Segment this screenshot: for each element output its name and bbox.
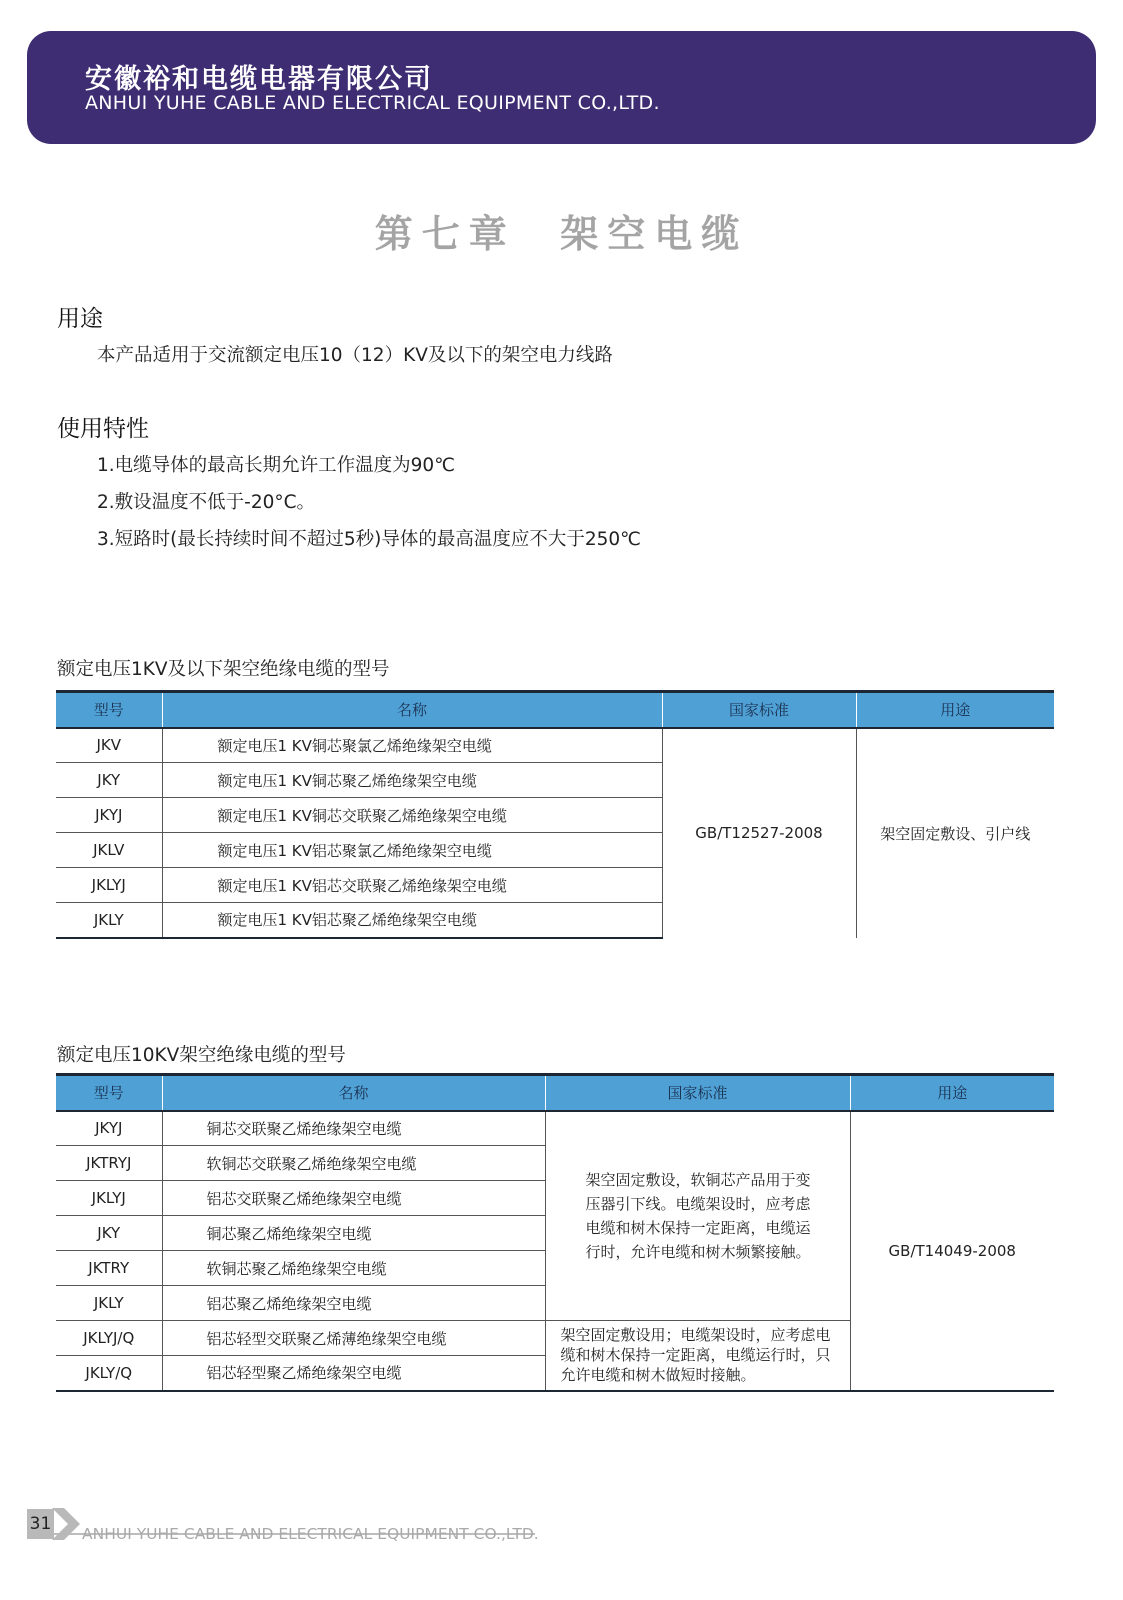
name-cell: 额定电压1 KV铜芯交联聚乙烯绝缘架空电缆 xyxy=(162,798,662,833)
table1-caption: 额定电压1KV及以下架空绝缘电缆的型号 xyxy=(57,659,390,680)
model-cell: JKV xyxy=(56,728,162,763)
usage-description-cell xyxy=(545,1321,850,1391)
table-row xyxy=(56,728,1054,763)
chapter-title: 第七章 架空电缆 xyxy=(374,212,749,256)
usage-description: 架空固定敷设用；电缆架设时，应考虑电缆和树木保持一定距离，电缆运行时，只允许电缆和树木做短时接触。 xyxy=(560,1326,831,1385)
table-header-row xyxy=(56,1075,1054,1111)
standard-cell: GB/T14049-2008 xyxy=(850,1111,1054,1391)
header-name: 名称 xyxy=(162,1075,545,1111)
name-cell: 额定电压1 KV铜芯聚氯乙烯绝缘架空电缆 xyxy=(162,728,662,763)
table-row xyxy=(56,1111,1054,1146)
page-number: 31 xyxy=(27,1509,54,1539)
usage-cell: 架空固定敷设、引户线 xyxy=(856,728,1054,938)
header-model: 型号 xyxy=(56,1075,162,1111)
header-standard: 国家标准 xyxy=(662,692,856,728)
name-cell: 铝芯轻型交联聚乙烯薄绝缘架空电缆 xyxy=(162,1321,545,1356)
name-cell: 额定电压1 KV铝芯交联聚乙烯绝缘架空电缆 xyxy=(162,868,662,903)
footer-company-en: ANHUI YUHE CABLE AND ELECTRICAL EQUIPMENT CO.,LTD. xyxy=(82,1525,539,1543)
name-cell: 铝芯交联聚乙烯绝缘架空电缆 xyxy=(162,1181,545,1216)
feature-item: 1.电缆导体的最高长期允许工作温度为90℃ xyxy=(97,455,455,476)
name-cell: 软铜芯交联聚乙烯绝缘架空电缆 xyxy=(162,1146,545,1181)
table-header-row xyxy=(56,692,1054,728)
usage-description: 架空固定敷设，软铜芯产品用于变压器引下线。电缆架设时，应考虑电缆和树木保持一定距离，电缆运行时，允许电缆和树木频繁接触。 xyxy=(585,1170,811,1261)
model-cell: JKY xyxy=(56,1216,162,1251)
header-banner xyxy=(27,31,1096,144)
company-name-cn: 安徽裕和电缆电器有限公司 xyxy=(85,64,433,95)
table2-caption: 额定电压10KV架空绝缘电缆的型号 xyxy=(57,1045,346,1066)
model-cell: JKYJ xyxy=(56,1111,162,1146)
name-cell: 铜芯交联聚乙烯绝缘架空电缆 xyxy=(162,1111,545,1146)
model-cell: JKLY xyxy=(56,1286,162,1321)
name-cell: 额定电压1 KV铜芯聚乙烯绝缘架空电缆 xyxy=(162,763,662,798)
usage-heading: 用途 xyxy=(57,306,103,332)
table1 xyxy=(56,690,1054,939)
header-usage: 用途 xyxy=(850,1075,1054,1111)
name-cell: 额定电压1 KV铝芯聚乙烯绝缘架空电缆 xyxy=(162,903,662,938)
usage-description-cell xyxy=(545,1111,850,1321)
name-cell: 铜芯聚乙烯绝缘架空电缆 xyxy=(162,1216,545,1251)
header-usage: 用途 xyxy=(856,692,1054,728)
feature-item: 3.短路时(最长持续时间不超过5秒)导体的最高温度应不大于250℃ xyxy=(97,529,641,550)
header-standard: 国家标准 xyxy=(545,1075,850,1111)
standard-cell: GB/T12527-2008 xyxy=(662,728,856,938)
model-cell: JKLYJ/Q xyxy=(56,1321,162,1356)
model-cell: JKLY xyxy=(56,903,162,938)
name-cell: 软铜芯聚乙烯绝缘架空电缆 xyxy=(162,1251,545,1286)
table2 xyxy=(56,1073,1054,1392)
name-cell: 铝芯轻型聚乙烯绝缘架空电缆 xyxy=(162,1356,545,1391)
header-model: 型号 xyxy=(56,692,162,728)
name-cell: 铝芯聚乙烯绝缘架空电缆 xyxy=(162,1286,545,1321)
model-cell: JKLYJ xyxy=(56,1181,162,1216)
chevron-right-icon xyxy=(52,1508,82,1540)
model-cell: JKY xyxy=(56,763,162,798)
model-cell: JKLY/Q xyxy=(56,1356,162,1391)
model-cell: JKLYJ xyxy=(56,868,162,903)
model-cell: JKYJ xyxy=(56,798,162,833)
usage-text: 本产品适用于交流额定电压10（12）KV及以下的架空电力线路 xyxy=(97,345,613,366)
model-cell: JKLV xyxy=(56,833,162,868)
feature-item: 2.敷设温度不低于-20°C。 xyxy=(97,492,316,513)
header-name: 名称 xyxy=(162,692,662,728)
features-heading: 使用特性 xyxy=(57,416,149,442)
company-name-en: ANHUI YUHE CABLE AND ELECTRICAL EQUIPMENT CO.,LTD. xyxy=(85,92,660,114)
model-cell: JKTRY xyxy=(56,1251,162,1286)
name-cell: 额定电压1 KV铝芯聚氯乙烯绝缘架空电缆 xyxy=(162,833,662,868)
model-cell: JKTRYJ xyxy=(56,1146,162,1181)
